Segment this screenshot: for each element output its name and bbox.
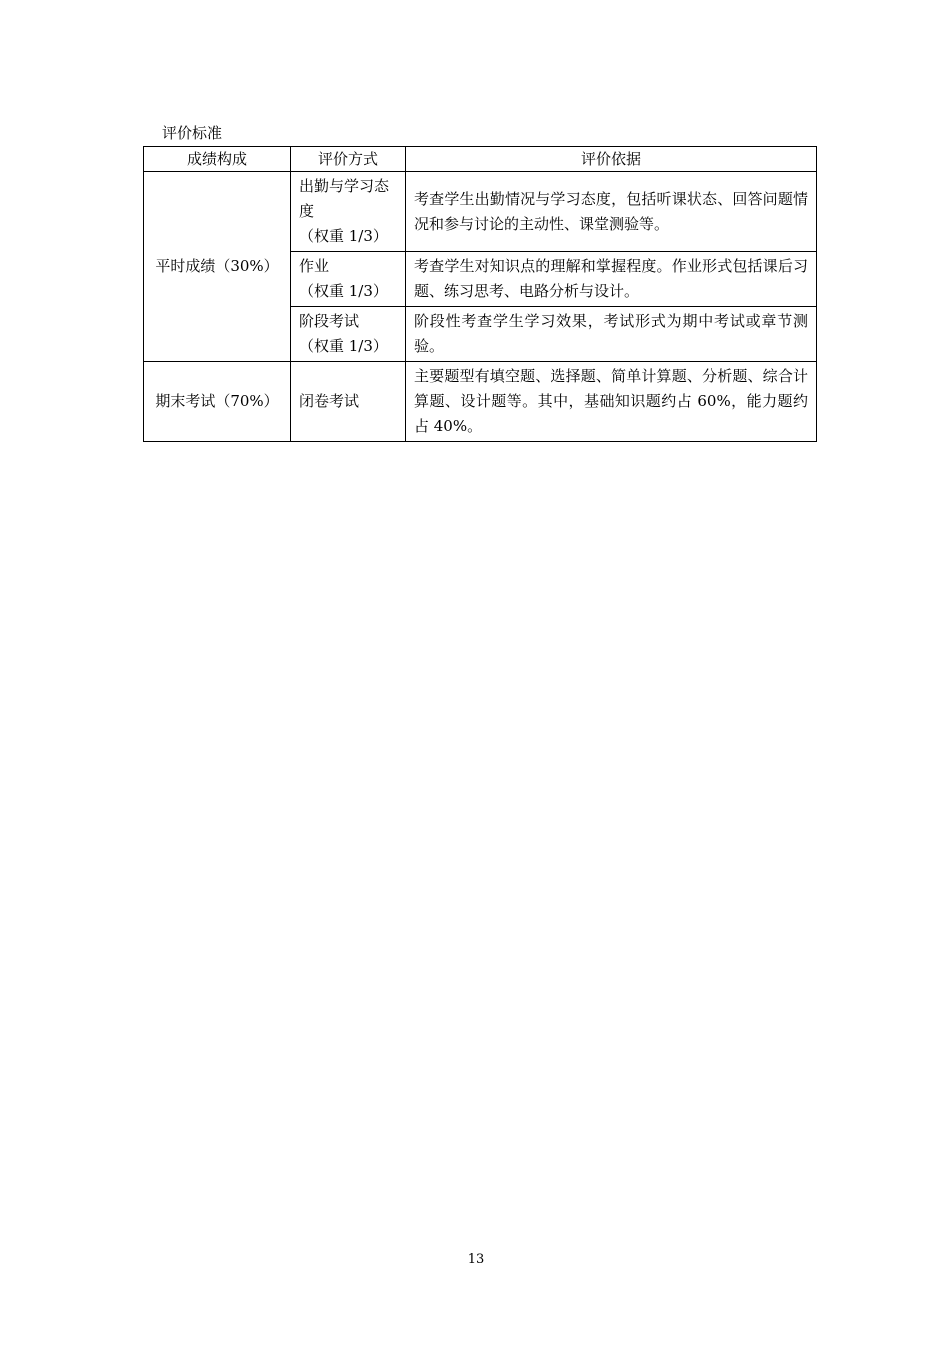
method-homework: 作业 （权重 1/3）	[291, 252, 406, 307]
header-method: 评价方式	[291, 147, 406, 172]
table-row	[144, 362, 817, 442]
method-stage-exam: 阶段考试 （权重 1/3）	[291, 307, 406, 362]
basis-homework: 考查学生对知识点的理解和掌握程度。作业形式包括课后习题、练习思考、电路分析与设计。	[406, 252, 817, 307]
basis-final: 主要题型有填空题、选择题、简单计算题、分析题、综合计算题、设计题等。其中，基础知识题约占 60%，能力题约占 40%。	[406, 362, 817, 442]
header-basis: 评价依据	[406, 147, 817, 172]
header-component: 成绩构成	[144, 147, 291, 172]
evaluation-table	[143, 146, 817, 442]
page-number: 13	[467, 1252, 485, 1267]
basis-attendance: 考查学生出勤情况与学习态度，包括听课状态、回答问题情况和参与讨论的主动性、课堂测验等。	[406, 172, 817, 252]
component-final: 期末考试（70%）	[144, 362, 291, 442]
table-row	[144, 172, 817, 252]
section-title: 评价标准	[162, 124, 223, 142]
table-header-row	[144, 147, 817, 172]
method-closed-book: 闭卷考试	[291, 362, 406, 442]
component-regular: 平时成绩（30%）	[144, 172, 291, 362]
method-attendance: 出勤与学习态度 （权重 1/3）	[291, 172, 406, 252]
basis-stage-exam: 阶段性考查学生学习效果，考试形式为期中考试或章节测验。	[406, 307, 817, 362]
